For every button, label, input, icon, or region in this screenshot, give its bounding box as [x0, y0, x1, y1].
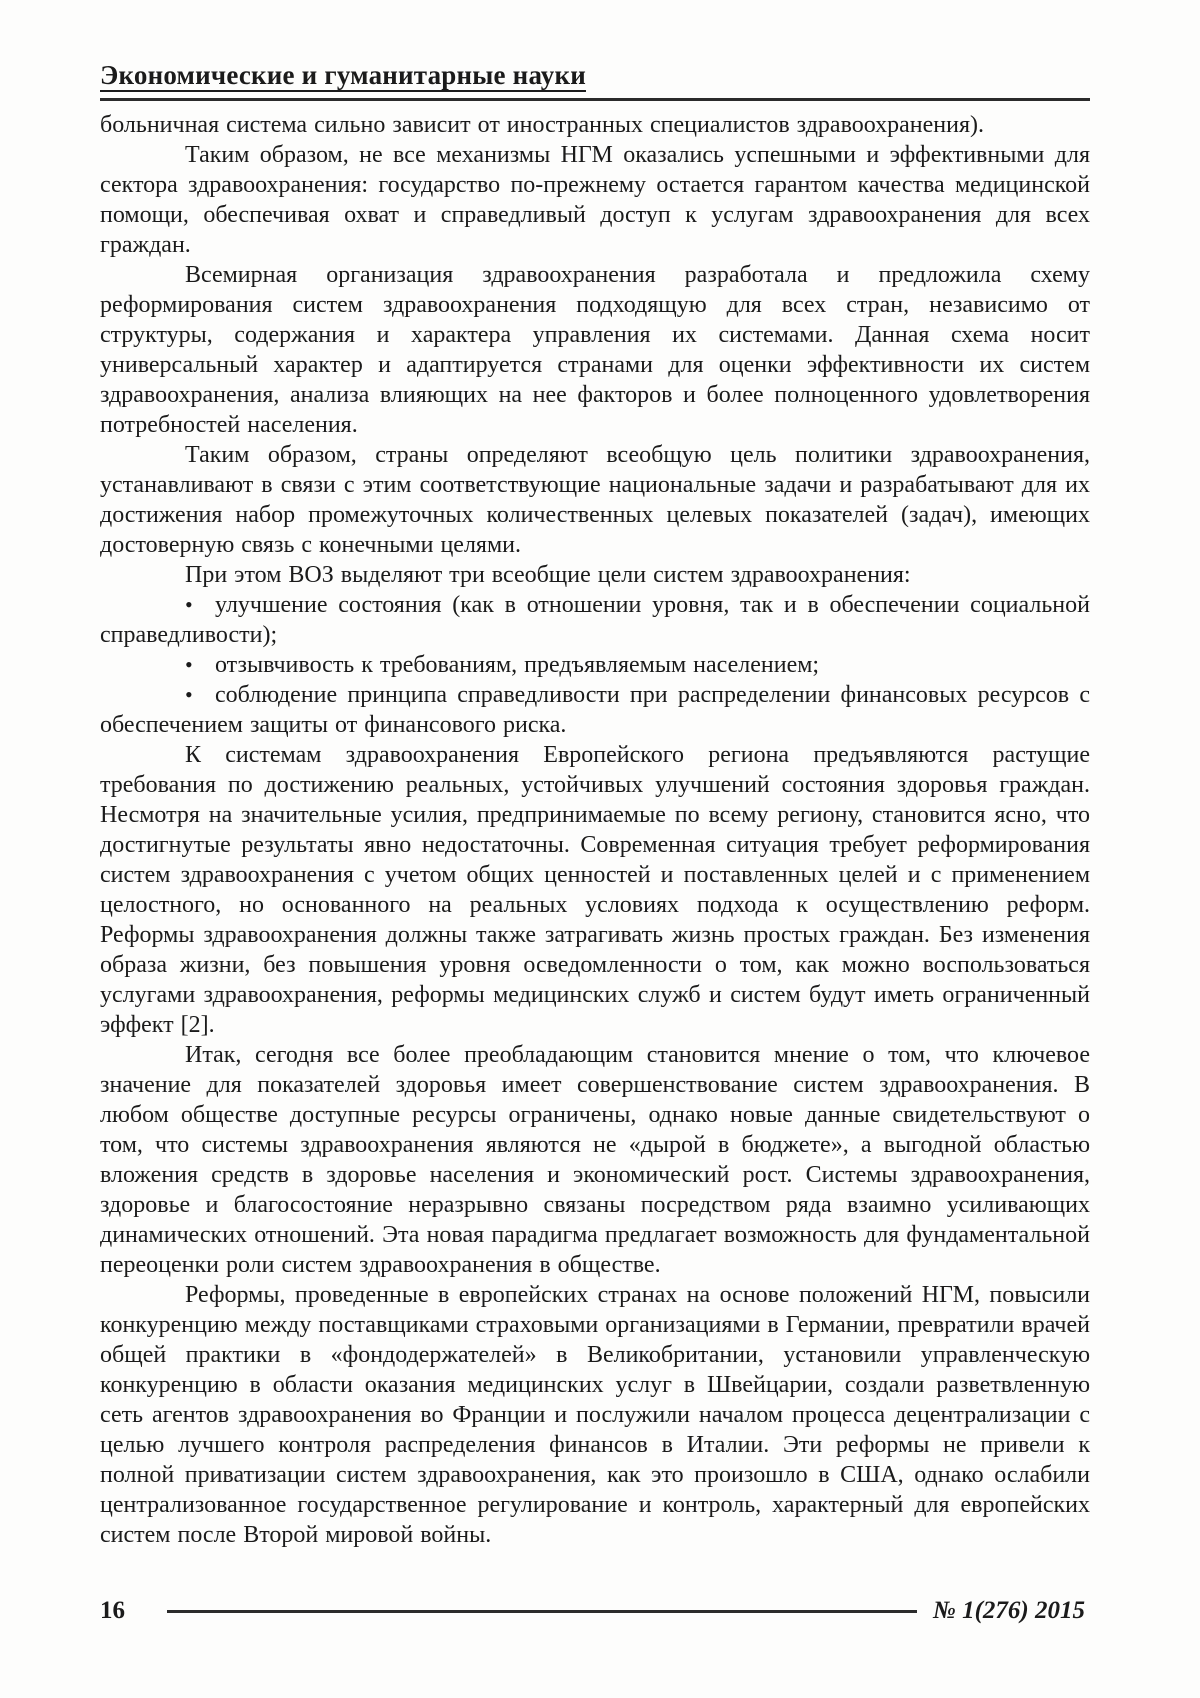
bullet-icon: •	[185, 652, 193, 677]
paragraph: При этом ВОЗ выделяют три всеобщие цели систем здравоохранения:	[185, 562, 911, 588]
bullet-item	[100, 590, 1090, 650]
paragraph: Всемирная организация здравоохранения разработала и предложила схему реформирования систем здравоохранения подходящую для всех стран, независимо от структуры, содержания и характера управления их системами. Данная схема носит универсальный характер и адаптируется странами для оценки эффективности их систем здравоохранения, анализа влияющих на нее факторов и более полноценного удовлетворения потребностей населения.	[100, 262, 1090, 438]
bullet-item-text: соблюдение принципа справедливости при распределении финансовых ресурсов с обеспечением защиты от финансового риска.	[100, 682, 1090, 738]
paragraph: Таким образом, страны определяют всеобщую цель политики здравоохранения, устанавливают в связи с этим соответствующие национальные задачи и разрабатывают для их достижения набор промежуточных количественных целевых показателей (задач), имеющих достоверную связь с конечными целями.	[100, 442, 1090, 558]
bullet-item	[100, 650, 1090, 680]
paragraph: Итак, сегодня все более преобладающим становится мнение о том, что ключевое значение для показателей здоровья имеет совершенствование систем здравоохранения. В любом обществе доступные ресурсы ограничены, однако новые данные свидетельствуют о том, что системы здравоохранения являются не «дырой в бюджете», а выгодной областью вложения средств в здоровье населения и экономический рост. Системы здравоохранения, здоровье и благосостояние неразрывно связаны посредством ряда взаимно усиливающих динамических отношений. Эта новая парадигма предлагает возможность для фундаментальной переоценки роли систем здравоохранения в обществе.	[100, 1042, 1090, 1278]
paragraph: больничная система сильно зависит от иностранных специалистов здравоохранения).	[100, 112, 985, 138]
page-footer	[100, 1596, 1085, 1626]
journal-issue-label: № 1(276) 2015	[932, 1597, 1085, 1624]
bullet-item	[100, 680, 1090, 740]
bullet-icon: •	[185, 682, 193, 707]
paragraph: Таким образом, не все механизмы НГМ оказались успешными и эффективными для сектора здравоохранения: государство по-прежнему остается гарантом качества медицинской помощи, обеспечивая охват и справедливый доступ к услугам здравоохранения для всех граждан.	[100, 142, 1090, 258]
bullet-item-text: отзывчивость к требованиям, предъявляемым населением;	[215, 652, 820, 678]
bullet-item-text: улучшение состояния (как в отношении уровня, так и в обеспечении социальной справедливости);	[100, 592, 1090, 648]
paragraph: К системам здравоохранения Европейского региона предъявляются растущие требования по достижению реальных, устойчивых улучшений состояния здоровья граждан. Несмотря на значительные усилия, предпринимаемые по всему региону, становится ясно, что достигнутые результаты явно недостаточны. Современная ситуация требует реформирования систем здравоохранения с учетом общих ценностей и поставленных целей и с применением целостного, но основанного на реальных условиях подхода к осуществлению реформ. Реформы здравоохранения должны также затрагивать жизнь простых граждан. Без изменения образа жизни, без повышения уровня осведомленности о том, как можно воспользоваться услугами здравоохранения, реформы медицинских служб и систем будут иметь ограниченный эффект [2].	[100, 742, 1090, 1038]
page-number: 16	[100, 1597, 125, 1624]
footer-rule	[167, 1610, 917, 1613]
article-body	[100, 110, 1090, 1550]
page-header	[100, 60, 1090, 101]
paragraph: Реформы, проведенные в европейских странах на основе положений НГМ, повысили конкуренцию между поставщиками страховыми организациями в Германии, превратили врачей общей практики в «фондодержателей» в Великобритании, установили управленческую конкуренцию в области оказания медицинских услуг в Швейцарии, создали разветвленную сеть агентов здравоохранения во Франции и послужили началом процесса децентрализации с целью лучшего контроля распределения финансов в Италии. Эти реформы не привели к полной приватизации систем здравоохранения, как это произошло в США, однако ослабили централизованное государственное регулирование и контроль, характерный для европейских систем после Второй мировой войны.	[100, 1282, 1090, 1548]
running-head-title: Экономические и гуманитарные науки	[100, 60, 586, 90]
bullet-icon: •	[185, 592, 193, 617]
